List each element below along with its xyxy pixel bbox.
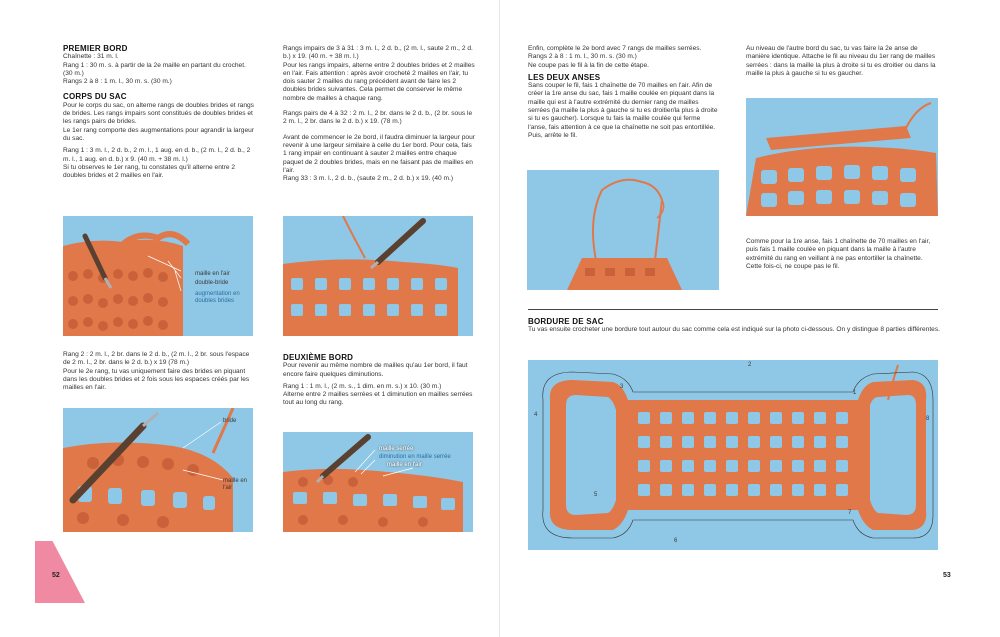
deux-anses-heading: LES DEUX ANSES [528,72,601,82]
col1-top-text [63,45,257,180]
label-maille-en-lair-1: maille en l'air [195,271,230,277]
photo-first-row [63,216,253,336]
col4-text-bottom [746,238,938,271]
diagram-number-1: 1 [853,390,857,396]
rangs-2-8: Rangs 2 à 8 : 1 m. l., 30 m. s. (30 m.) [528,53,637,61]
rang2-text: Rang 2 : 2 m. l., 2 br. dans le 2 d. b., (2 m. l., 2 br. sous l'espace de 2 m. l., 2 br. dans le 2 d. b.) x 19 (78 m.) [63,351,250,367]
rang33: Rang 33 : 3 m. l., 2 d. b., (saute 2 m., 2 d. b.) x 19. (40 m.) [283,175,454,183]
right-page [500,0,1000,637]
page-corner-accent [35,541,85,603]
photo-alternating-rows-graphic [283,216,473,336]
corps-du-sac-heading: CORPS DU SAC [63,92,127,102]
col2-bottom-text [283,354,475,408]
bordure-para: Tu vas ensuite crocheter une bordure tout autour du sac comme cela est indiqué sur la photo ci-dessous. On y distingue 8 parties différentes. [528,326,940,334]
premier-bord-line-3: Rangs 2 à 8 : 1 m. l., 30 m. s. (30 m.) [63,78,172,86]
deuxieme-bord-para-2: Rang 1 : 1 m. l., (2 m. s., 1 dim. en m. s.) x 10. (30 m.) [283,382,442,390]
diagram-number-8: 8 [926,416,930,422]
col4-text-top [746,45,938,78]
avant-text: Avant de commencer le 2e bord, il faudra diminuer la largeur pour revenir à une largeur similaire à celle du 1er bord. Pour cela, fais 1 rang impair en continuant à sauter 2 mailles entre chaque paquet de 2 doubles brides, mais en ne faisant pas de mailles en l'air. [283,133,475,174]
label-maille-serree: maille serrée [379,446,414,452]
photo-first-handle [527,170,719,290]
page-number-right: 53 [943,572,951,579]
photo-first-handle-graphic [527,170,719,290]
deux-anses-para: Sans couper le fil, fais 1 chaînette de 70 mailles en l'air. Afin de créer la 1re anse du sac, fais 1 maille coulée en piquant dans la maille qui est à l'autre extrémité du dernier rang de mailles serrées (la maille la plus à gauche si tu es droitier/la plus à droite si tu es gaucher). Lorsque tu fais la maille coulée qui ferme l'anse, fais attention à ce que la chaînette ne soit pas entortillée. Puis, arrête le fil. [528,82,718,139]
corps-para-3: Rang 1 : 3 m. l., 2 d. b., 2 m. l., 1 aug. en d. b., (2 m. l., 2 d. b., 2 m. l., 1 aug. en d. b.) x 9. (40 m. + 38 m. l.) [63,147,251,163]
label-augmentation: augmentation en doubles brides [195,291,240,304]
diagram-number-6: 6 [674,538,678,544]
rang2-note: Pour le 2e rang, tu vas uniquement faire des brides en piquant dans les doubles brides et 2 fois sous les espaces créés par les mailles en l'air. [63,367,250,392]
premier-bord-line-1: Chaînette : 31 m. l. [63,53,119,61]
diagram-number-2: 2 [748,362,752,368]
corps-para-1: Pour le corps du sac, on alterne rangs de doubles brides et rangs de brides. Les rangs impairs sont constitués de doubles brides et les rangs pairs de brides. [63,101,254,126]
photo-decrease-row [283,432,473,532]
label-maille-en-lair-4: maille en l'air [387,462,422,468]
page-number-left: 52 [52,572,60,579]
diagram-number-3: 3 [620,384,624,390]
photo-second-row [63,408,253,532]
rangs-pairs: Rangs pairs de 4 à 32 : 2 m. l., 2 br. dans le 2 d. b., (2 br. sous le 2 m. l., 2 br. dans le 2 d. b.) x 19. (78 m.) [283,110,473,126]
bag-border-graphic [528,360,938,550]
rangs-impairs: Rangs impairs de 3 à 31 : 3 m. l., 2 d. b., (2 m. l., saute 2 m., 2 d. b.) x 19. (40 m. + 38 m. l.) [283,45,473,61]
enfin-text: Enfin, complète le 2e bord avec 7 rangs de mailles serrées. [528,45,702,52]
ne-coupe-text: Ne coupe pas le fil à la fin de cette étape. [528,61,649,69]
photo-second-row-graphic [63,408,253,532]
premier-bord-heading: PREMIER BORD [63,44,128,53]
deuxieme-bord-heading: DEUXIÈME BORD [283,353,354,362]
col3-text [528,45,720,140]
photo-decrease-row-graphic [283,432,473,532]
deuxieme-bord-para-1: Pour revenir au même nombre de mailles qu'au 1er bord, il faut encore faire quelques diminutions. [283,362,468,378]
photo-second-handle [746,98,938,216]
section-divider [528,309,938,310]
label-diminution: diminution en maille serrée [379,454,451,460]
col4-para-2: Comme pour la 1re anse, fais 1 chaînette de 70 mailles en l'air, puis fais 1 maille coulée en piquant dans la maille à l'autre extrémité du rang en veillant à ne pas entortiller la chaînette. Cette fois-ci, ne coupe pas le fil. [746,238,931,270]
corps-para-2: Le 1er rang comporte des augmentations pour agrandir la largeur du sac. [63,126,254,142]
col2-top-text [283,45,475,183]
col1-bottom-text [63,351,257,392]
deuxieme-bord-para-3: Alterne entre 2 mailles serrées et 1 diminution en mailles serrées tout au long du rang. [283,391,473,407]
label-maille-en-lair-3: maille en l'air [223,478,248,491]
diagram-number-4: 4 [534,412,538,418]
diagram-number-5: 5 [594,492,598,498]
rangs-impairs-note: Pour les rangs impairs, alterne entre 2 doubles brides et 2 mailles en l'air. Fais attention : après avoir crocheté 2 mailles en l'air, tu dois sauter 2 mailles du rang précédent avant de faire les 2 doubles brides suivantes. Cela permet de conserver le même nombre de mailles à chaque rang. [283,61,475,102]
bordure-text [528,318,940,335]
col4-para-1: Au niveau de l'autre bord du sac, tu vas faire la 2e anse de manière identique. Attache le fil au niveau du 1er rang de mailles serrées : dans la maille la plus à droite si tu es droitier ou dans la maille la plus à gauche si tu es gaucher. [746,45,936,77]
photo-second-handle-graphic [746,98,938,216]
premier-bord-line-2: Rang 1 : 30 m. s. à partir de la 2e maille en partant du crochet. (30 m.) [63,61,246,77]
photo-bag-border-diagram [528,360,938,550]
photo-alternating-rows [283,216,473,336]
label-double-bride: double-bride [195,280,229,286]
diagram-number-7: 7 [848,510,852,516]
corps-para-4: Si tu observes le 1er rang, tu constates qu'il alterne entre 2 doubles brides et 2 mailles en l'air. [63,163,236,180]
label-bride: bride [223,418,237,424]
bordure-heading: BORDURE DE SAC [528,317,604,326]
